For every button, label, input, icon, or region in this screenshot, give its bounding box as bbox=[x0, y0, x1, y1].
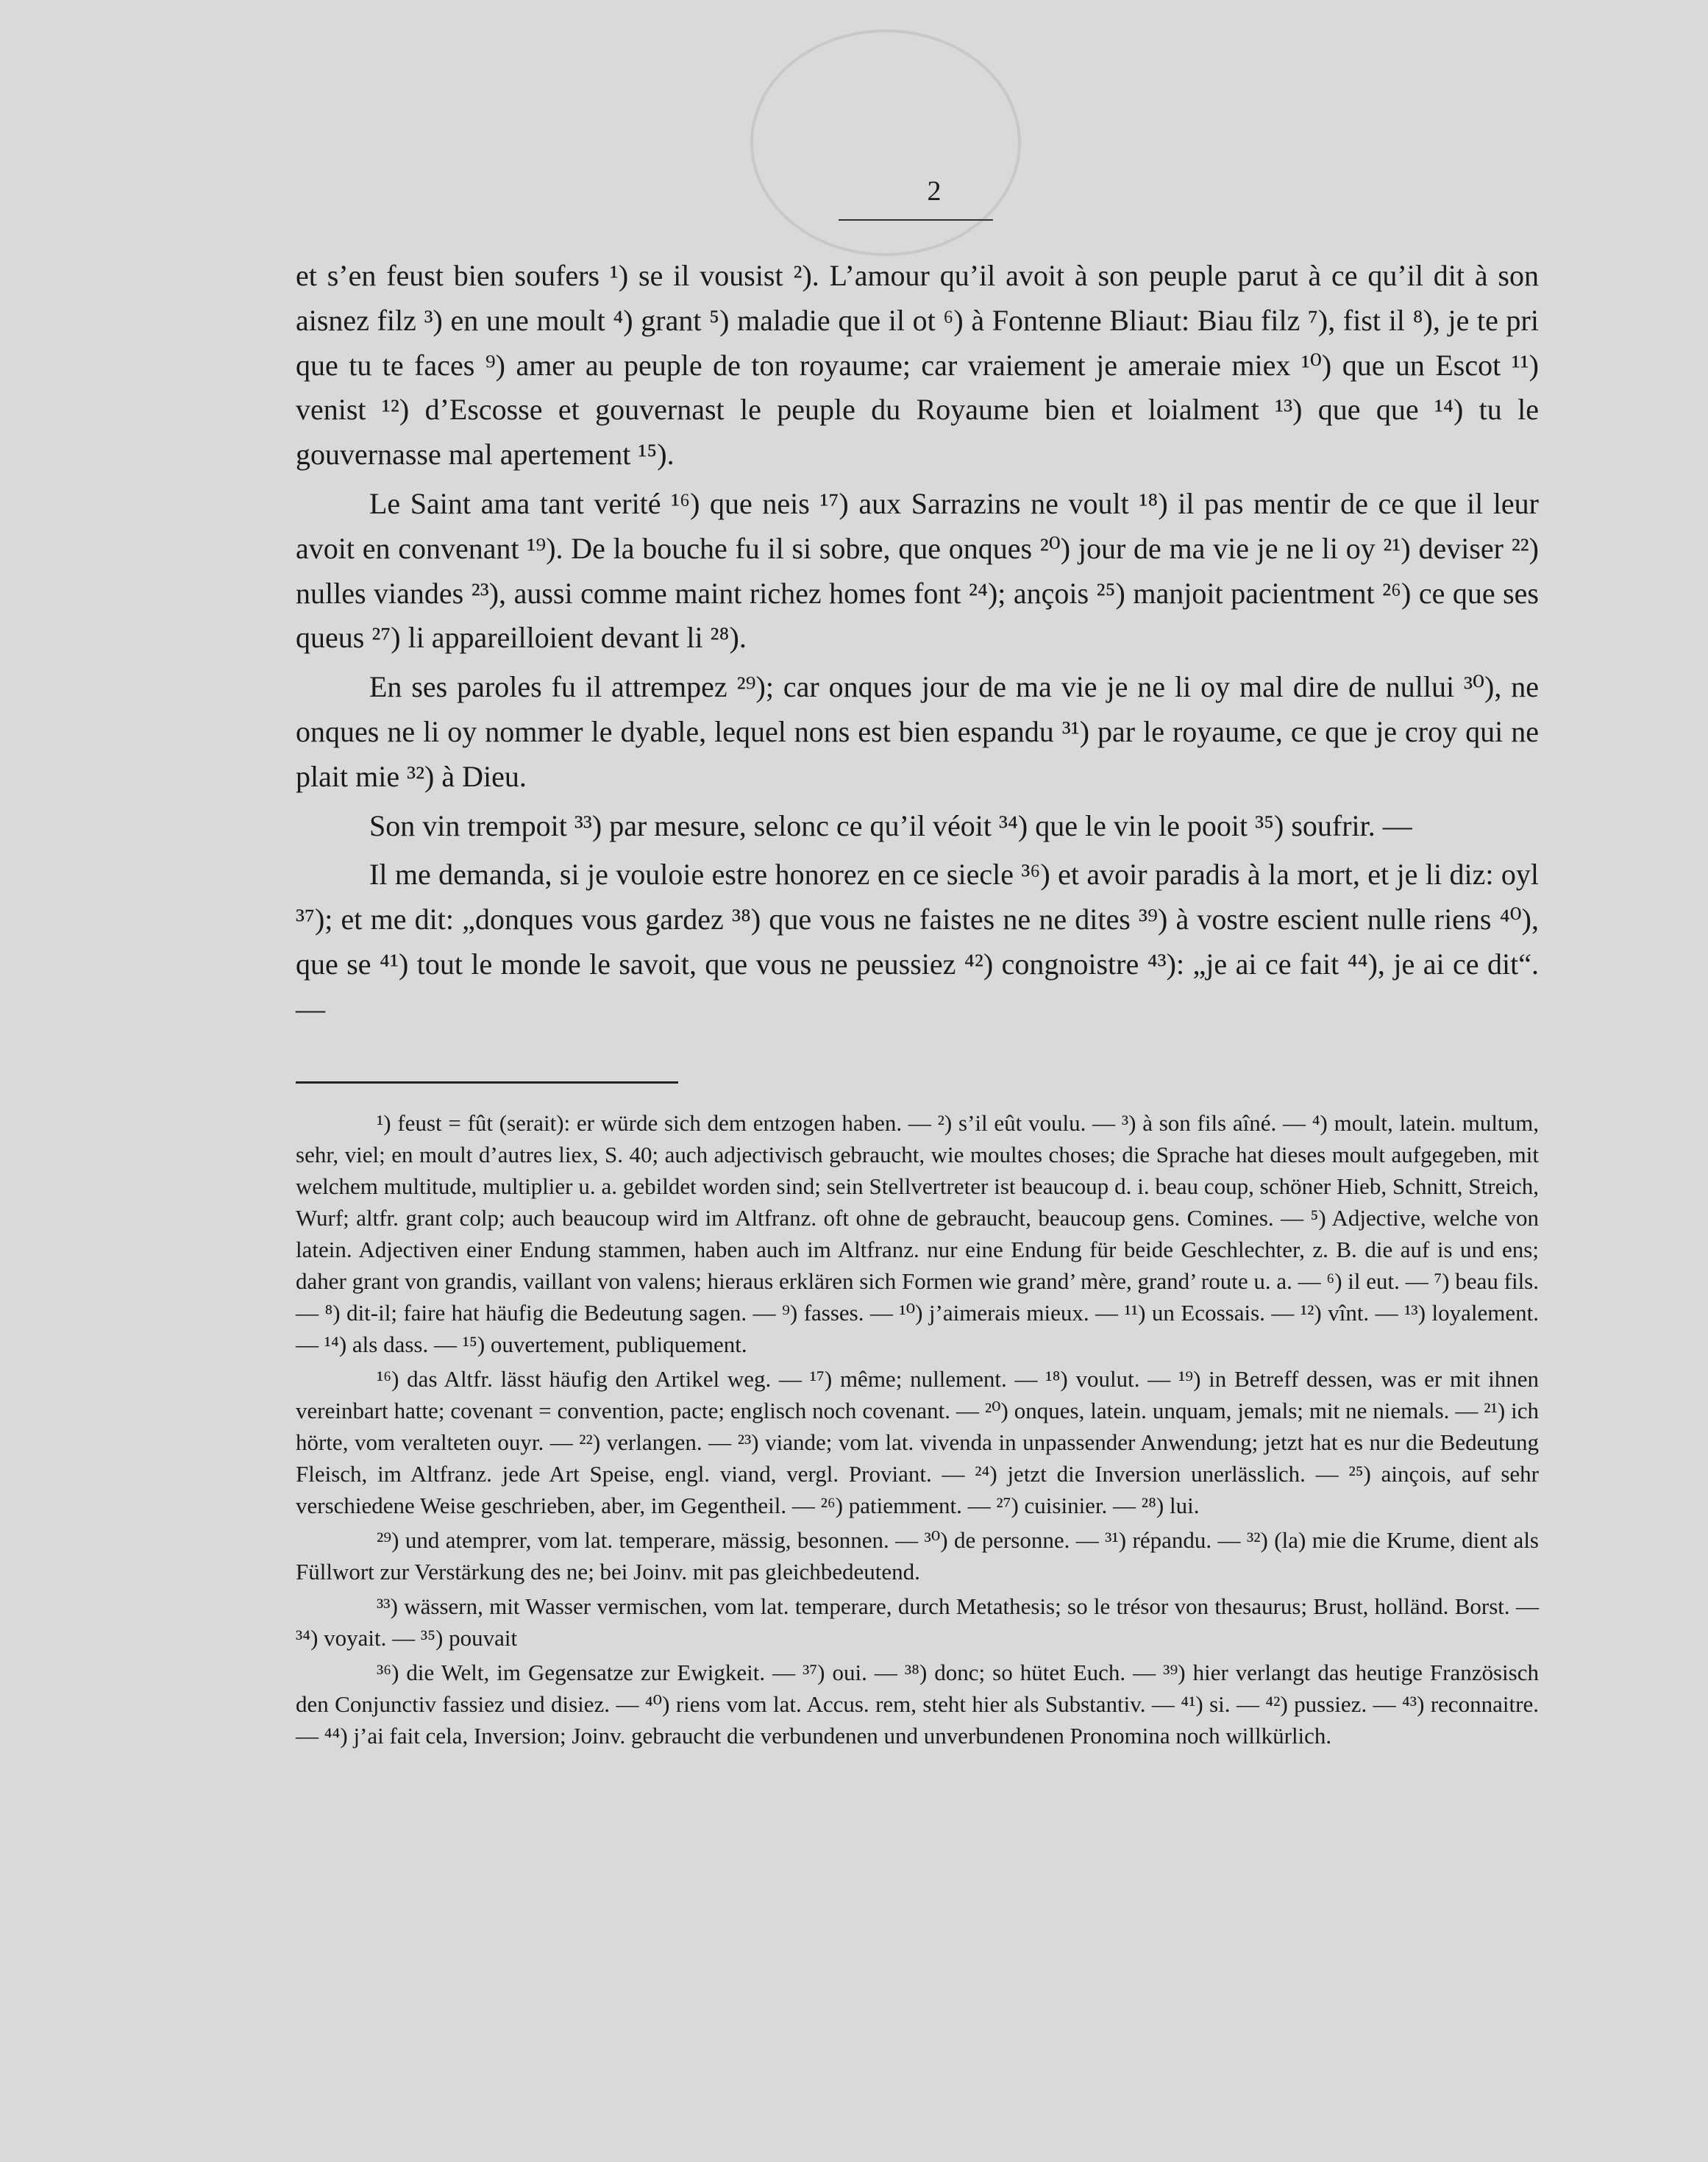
footnote-block: ³³) wässern, mit Wasser vermischen, vom lat. temperare, durch Metathesis; so le trésor von thesaurus; Brust, holländ. Borst. — ³⁴) voyait. — ³⁵) pouvait bbox=[296, 1593, 1539, 1651]
paragraph: Le Saint ama tant verité ¹⁶) que neis ¹⁷) aux Sarrazins ne voult ¹⁸) il pas mentir de ce que il leur avoit en convenant ¹⁹). De la bouche fu il si sobre, que onques ²⁰) jour de ma vie je ne li oy ²¹) deviser ²²) nulles viandes ²³), aussi comme maint richez homes font ²⁴); ançois ²⁵) manjoit pacientment ²⁶) ce que ses queus ²⁷) li appareilloient devant li ²⁸). bbox=[296, 486, 1539, 655]
footnotes bbox=[296, 1107, 1539, 1752]
paragraph: Il me demanda, si je vouloie estre honorez en ce siecle ³⁶) et avoir paradis à la mort, et je li diz: oyl ³⁷); et me dit: „donques vous gardez ³⁸) que vous ne faistes ne ne dites ³⁹) à vostre escient nulle riens ⁴⁰), que se ⁴¹) tout le monde le savoit, que vous ne peussiez ⁴²) congnoistre ⁴³): „je ai ce fait ⁴⁴), je ai ce dit“. — bbox=[296, 858, 1539, 1025]
paragraph: et s’en feust bien soufers ¹) se il vousist ²). L’amour qu’il avoit à son peuple parut à ce qu’il dit à son aisnez filz ³) en une moult ⁴) grant ⁵) maladie que il ot ⁶) à Fontenne Bliaut: Biau filz ⁷), fist il ⁸), je te pri que tu te faces ⁹) amer au peuple de ton royaume; car vraiement je ameraie miex ¹⁰) que un Escot ¹¹) venist ¹²) d’Escosse et gouvernast le peuple du Royaume bien et loialment ¹³) que que ¹⁴) tu le gouvernasse mal apertement ¹⁵). bbox=[296, 259, 1539, 472]
library-stamp bbox=[750, 29, 1021, 256]
footnote-block: ¹) feust = fût (serait): er würde sich dem entzogen haben. — ²) s’il eût voulu. — ³) à son fils aîné. — ⁴) moult, latein. multum, sehr, viel; en moult d’autres liex, S. 40; auch adjectivisch gebraucht, wie moultes choses; die Sprache hat dieses moult aufgegeben, mit welchem multitude, multiplier u. a. gebildet worden sind; sein Stellvertreter ist beaucoup d. i. beau coup, schöner Hieb, Schnitt, Streich, Wurf; altfr. grant colp; auch beaucoup wird im Altfranz. oft ohne de gebraucht, beaucoup gens. Comines. — ⁵) Adjective, welche von latein. Adjectiven einer Endung stammen, haben auch im Altfranz. nur eine Endung für beide Geschlechter, z. B. die auf is und ens; daher grant von grandis, vaillant von valens; hieraus erklären sich Formen wie grand’ mère, grand’ route u. a. — ⁶) il eut. — ⁷) beau fils. — ⁸) dit-il; faire hat häufig die Bedeutung sagen. — ⁹) fasses. — ¹⁰) j’aimerais mieux. — ¹¹) un Ecossais. — ¹²) vînt. — ¹³) loyalement. — ¹⁴) als dass. — ¹⁵) ouvertement, publiquement. bbox=[296, 1110, 1539, 1357]
footnote-block: ²⁹) und atemprer, vom lat. temperare, mässig, besonnen. — ³⁰) de personne. — ³¹) répandu. — ³²) (la) mie die Krume, dient als Füllwort zur Verstärkung des ne; bei Joinv. mit pas gleichbedeutend. bbox=[296, 1527, 1539, 1585]
paragraph: En ses paroles fu il attrempez ²⁹); car onques jour de ma vie je ne li oy mal dire de nullui ³⁰), ne onques ne li oy nommer le dyable, lequel nons est bien espandu ³¹) par le royaume, ce que je croy qui ne plait mie ³²) à Dieu. bbox=[296, 670, 1539, 793]
header-rule bbox=[839, 219, 993, 221]
footnote-block: ³⁶) die Welt, im Gegensatze zur Ewigkeit. — ³⁷) oui. — ³⁸) donc; so hütet Euch. — ³⁹) hier verlangt das heutige Französisch den Conjunctiv fassiez und disiez. — ⁴⁰) riens vom lat. Accus. rem, steht hier als Substantiv. — ⁴¹) si. — ⁴²) pussiez. — ⁴³) reconnaitre. — ⁴⁴) j’ai fait cela, Inversion; Joinv. gebraucht die verbundenen und unverbundenen Pronomina noch willkürlich. bbox=[296, 1660, 1539, 1749]
footnote-separator bbox=[296, 1081, 678, 1084]
paragraph: Son vin trempoit ³³) par mesure, selonc ce qu’il véoit ³⁴) que le vin le pooit ³⁵) soufrir. — bbox=[369, 808, 1412, 842]
main-text bbox=[296, 254, 1539, 1032]
page-number: 2 bbox=[927, 176, 942, 207]
footnote-block: ¹⁶) das Altfr. lässt häufig den Artikel weg. — ¹⁷) même; nullement. — ¹⁸) voulut. — ¹⁹) in Betreff dessen, was er mit ihnen vereinbart hatte; covenant = convention, pacte; englisch noch covenant. — ²⁰) onques, latein. unquam, jemals; mit ne niemals. — ²¹) ich hörte, vom veralteten ouyr. — ²²) verlangen. — ²³) viande; vom lat. vivenda in unpassender Anwendung; jetzt hat es nur die Bedeutung Fleisch, im Altfranz. jede Art Speise, engl. viand, vergl. Proviant. — ²⁴) jetzt die Inversion unerlässlich. — ²⁵) ainçois, auf sehr verschiedene Weise geschrieben, aber, im Gegentheil. — ²⁶) patiemment. — ²⁷) cuisinier. — ²⁸) lui. bbox=[296, 1366, 1539, 1518]
